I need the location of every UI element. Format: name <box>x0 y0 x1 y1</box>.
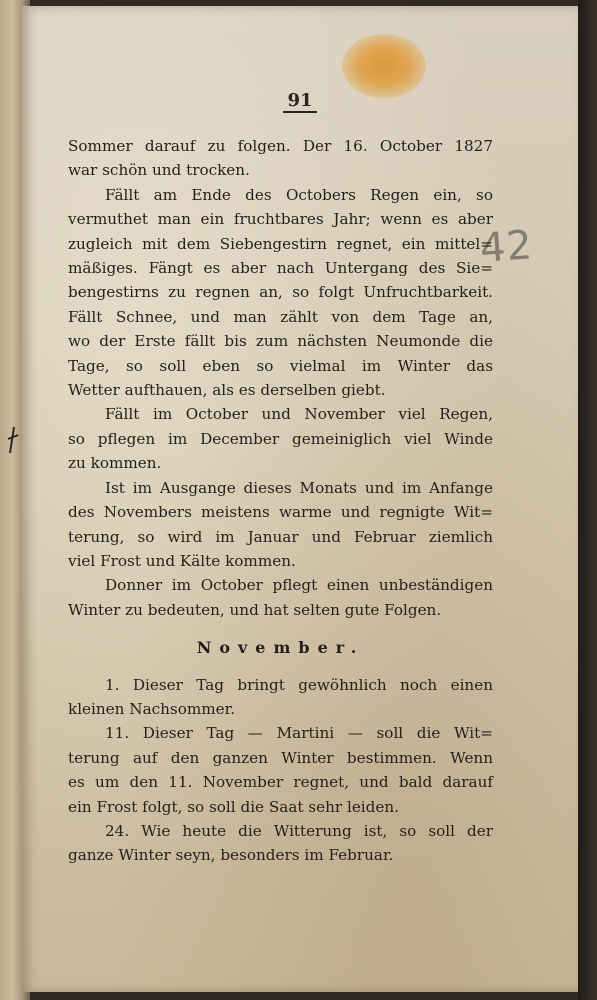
water-stain <box>342 34 426 98</box>
text-line: Ist im Ausgange dieses Monats und im Anfange <box>105 478 493 497</box>
page-sheet <box>22 6 579 992</box>
page-number-text: 91 <box>283 90 316 113</box>
paragraph <box>68 819 493 868</box>
text-line: es um den 11. November regnet, und bald darauf <box>68 773 493 792</box>
text-line: Fällt am Ende des Octobers Regen ein, so <box>105 185 493 204</box>
section-heading: November. <box>196 638 365 658</box>
text-line: zu kommen. <box>68 454 162 473</box>
paragraph <box>68 721 493 819</box>
paragraph <box>68 402 493 475</box>
text-line: 11. Dieser Tag — Martini — soll die Wit= <box>105 724 493 743</box>
text-line: zugleich mit dem Siebengestirn regnet, ein mittel= <box>68 234 493 253</box>
text-line: ein Frost folgt, so soll die Saat sehr leiden. <box>68 797 399 816</box>
paragraph <box>68 183 493 403</box>
text-line: 24. Wie heute die Witterung ist, so soll der <box>105 821 493 840</box>
text-line: mäßiges. Fängt es aber nach Untergang des Sie= <box>68 259 493 278</box>
text-line: Sommer darauf zu folgen. Der 16. October 1827 <box>68 137 493 155</box>
text-line: terung, so wird im Januar und Februar ziemlich <box>68 527 493 546</box>
scan-background-edge <box>578 0 597 1000</box>
text-line: 1. Dieser Tag bringt gewöhnlich noch einen <box>105 675 493 694</box>
text-line: ganze Winter seyn, besonders im Februar. <box>68 846 394 865</box>
text-line: Donner im October pflegt einen unbeständigen <box>105 576 493 595</box>
text-line: bengestirns zu regnen an, so folgt Unfruchtbarkeit. <box>68 283 493 302</box>
text-line: Fällt Schnee, und man zählt von dem Tage an, <box>68 307 493 326</box>
paragraph <box>68 476 493 574</box>
text-line: Wetter aufthauen, als es derselben giebt. <box>68 381 386 400</box>
paragraph <box>68 573 493 622</box>
text-line: vermuthet man ein fruchtbares Jahr; wenn es aber <box>68 210 493 229</box>
paragraph <box>68 673 493 722</box>
text-line: viel Frost und Kälte kommen. <box>68 551 296 570</box>
text-line: kleinen Nachsommer. <box>68 699 236 718</box>
text-line: terung auf den ganzen Winter bestimmen. Wenn <box>68 748 493 767</box>
text-line: wo der Erste fällt bis zum nächsten Neumonde die <box>68 332 493 351</box>
paragraph <box>68 134 493 183</box>
text-line: Winter zu bedeuten, und hat selten gute Folgen. <box>68 600 442 619</box>
body-text <box>68 134 493 868</box>
text-line: des Novembers meistens warme und regnigte Wit= <box>68 503 493 522</box>
margin-mark <box>4 425 22 455</box>
text-line: Tage, so soll eben so vielmal im Winter das <box>68 356 493 375</box>
text-line: war schön und trocken. <box>68 161 250 180</box>
page-number <box>22 90 578 111</box>
text-line: Fällt im October und November viel Regen, <box>105 405 493 424</box>
pencil-margin-note: 42 <box>478 222 535 272</box>
text-line: so pflegen im December gemeiniglich viel Winde <box>68 429 493 448</box>
